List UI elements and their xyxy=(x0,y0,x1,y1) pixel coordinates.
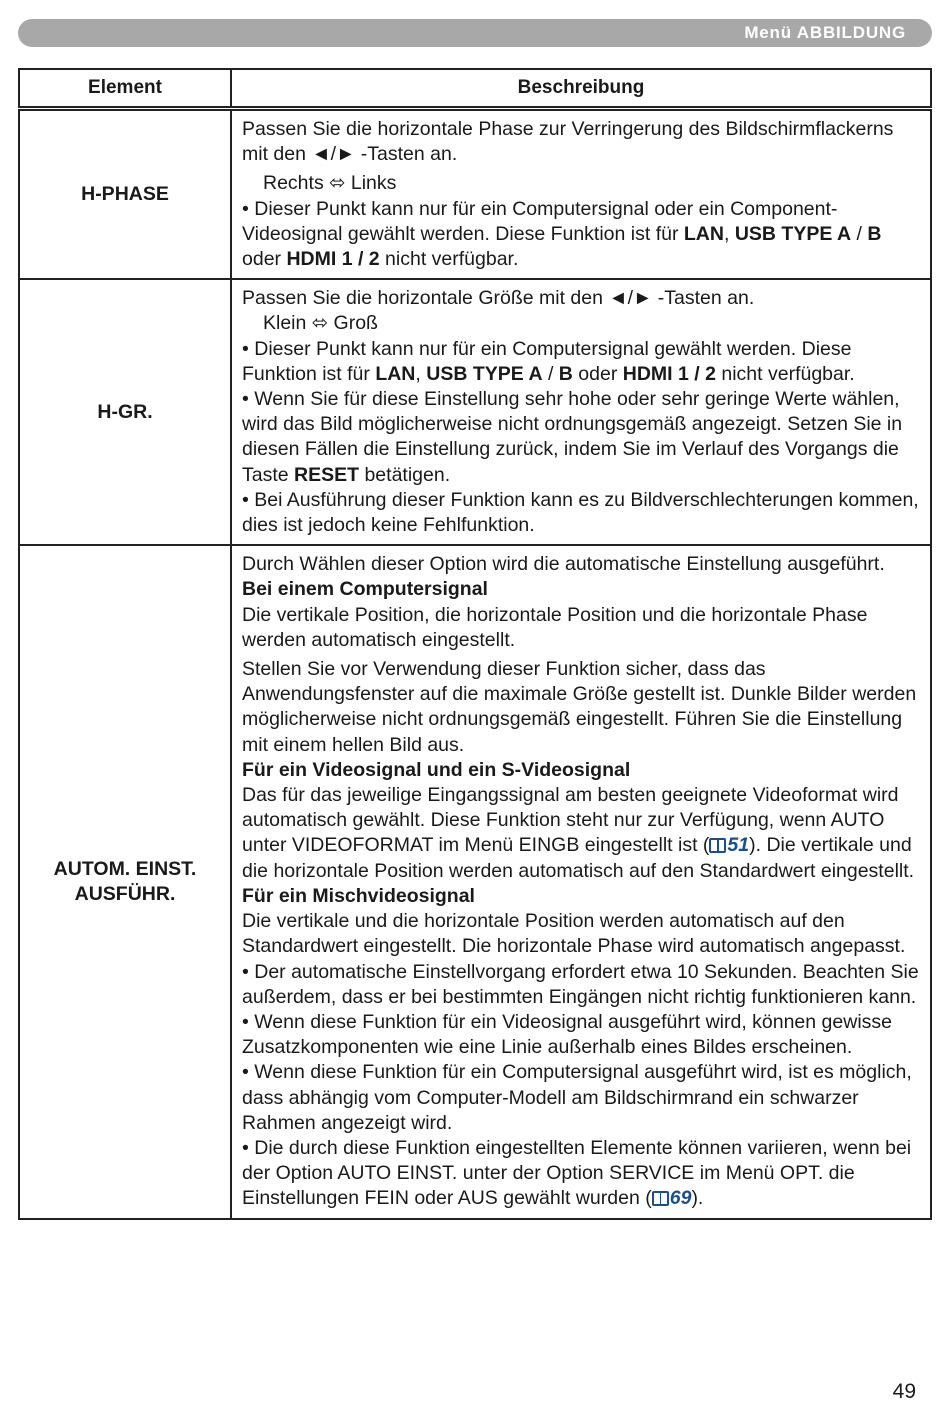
book-icon xyxy=(652,1191,669,1206)
note-text: • Der automatische Einstellvorgang erfordert etwa 10 Sekunden. Beachten Sie außerdem, dass er bei bestimmten Eingängen nicht richtig funktionieren kann. xyxy=(242,960,919,1008)
element-description xyxy=(231,279,931,545)
description-text: Passen Sie die horizontale Größe mit den ◄/► -Tasten an. xyxy=(242,287,755,310)
column-header-element: Element xyxy=(19,69,231,109)
page-reference-link[interactable]: 51 xyxy=(709,834,749,856)
note-text: • Dieser Punkt kann nur für ein Computersignal oder ein Component-Videosignal gewählt werden. Diese Funktion ist für LAN, USB TYPE A / B oder HDMI 1 / 2 nicht verfügbar. xyxy=(242,197,882,271)
element-description xyxy=(231,109,931,280)
adjust-range: Rechts ⬄ Links xyxy=(263,172,397,195)
note-text: • Bei Ausführung dieser Funktion kann es zu Bildverschlechterungen kommen, dies ist jedoch keine Fehlfunktion. xyxy=(242,488,919,537)
description-text: Die vertikale Position, die horizontale Position und die horizontale Phase werden automatisch eingestellt. xyxy=(242,603,868,651)
description-text: Durch Wählen dieser Option wird die automatische Einstellung ausgeführt. xyxy=(242,553,885,576)
note-text: • Die durch diese Funktion eingestellten Elemente können variieren, wenn bei der Option AUTO EINST. unter der Option SERVICE im Menü OPT. die Einstellungen FEIN oder AUS gewählt wurden ( 69). xyxy=(242,1136,912,1210)
element-name: AUTOM. EINST. AUSFÜHR. xyxy=(19,545,231,1218)
note-text: • Wenn Sie für diese Einstellung sehr hohe oder sehr geringe Werte wählen, wird das Bild möglicherweise nicht ordnungsgemäß angezeigt. Setzen Sie in diesen Fällen die Einstellung zurück, indem Sie im Verlauf des Vorgangs die Taste RESET betätigen. xyxy=(242,388,903,486)
note-text: • Wenn diese Funktion für ein Videosignal ausgeführt wird, können gewisse Zusatzkomponenten wie eine Linie außerhalb eines Bildes erscheinen. xyxy=(242,1010,892,1059)
menu-table xyxy=(18,68,932,1220)
book-icon xyxy=(709,838,726,853)
page-reference-link[interactable]: 69 xyxy=(652,1187,692,1209)
element-name: H-PHASE xyxy=(19,109,231,280)
menu-title: Menü ABBILDUNG xyxy=(744,23,906,42)
element-name: H-GR. xyxy=(19,279,231,545)
section-heading: Für ein Videosignal und ein S-Videosignal xyxy=(242,758,631,781)
column-header-description: Beschreibung xyxy=(231,69,931,109)
table-row xyxy=(19,545,931,1218)
table-row xyxy=(19,279,931,545)
note-text: • Wenn diese Funktion für ein Computersignal ausgeführt wird, ist es möglich, dass abhängig vom Computer-Modell am Bildschirmrand ein schwarzer Rahmen angezeigt wird. xyxy=(242,1061,912,1134)
page-number: 49 xyxy=(892,1380,916,1403)
description-text: Das für das jeweilige Eingangssignal am besten geeignete Videoformat wird automatisch gewählt. Diese Funktion steht nur zur Verfügung, wenn AUTO unter VIDEOFORMAT im Menü EINGB eingestellt ist ( 51). Die vertikale und die horizontale Position werden automatisch auf den Standardwert eingestellt. xyxy=(242,784,915,882)
section-heading: Für ein Mischvideosignal xyxy=(242,884,475,907)
section-heading: Bei einem Computersignal xyxy=(242,578,488,601)
note-text: • Dieser Punkt kann nur für ein Computersignal gewählt werden. Diese Funktion ist für LAN, USB TYPE A / B oder HDMI 1 / 2 nicht verfügbar. xyxy=(242,337,855,385)
description-text: Stellen Sie vor Verwendung dieser Funktion sicher, dass das Anwendungsfenster auf die maximale Größe gestellt ist. Dunkle Bilder werden möglicherweise nicht ordnungsgemäß eingestellt. Führen Sie die Einstellung mit einem hellen Bild aus. xyxy=(242,658,917,756)
element-description xyxy=(231,545,931,1218)
description-text: Passen Sie die horizontale Phase zur Verringerung des Bildschirmflackerns mit den ◄/► -Tasten an. xyxy=(242,118,894,166)
table-row xyxy=(19,109,931,280)
description-text: Die vertikale und die horizontale Position werden automatisch auf den Standardwert eingestellt. Die horizontale Phase wird automatisch angepasst. xyxy=(242,910,906,958)
adjust-range: Klein ⬄ Groß xyxy=(263,312,378,335)
table-header-row xyxy=(19,69,931,109)
header-bar xyxy=(18,19,932,47)
